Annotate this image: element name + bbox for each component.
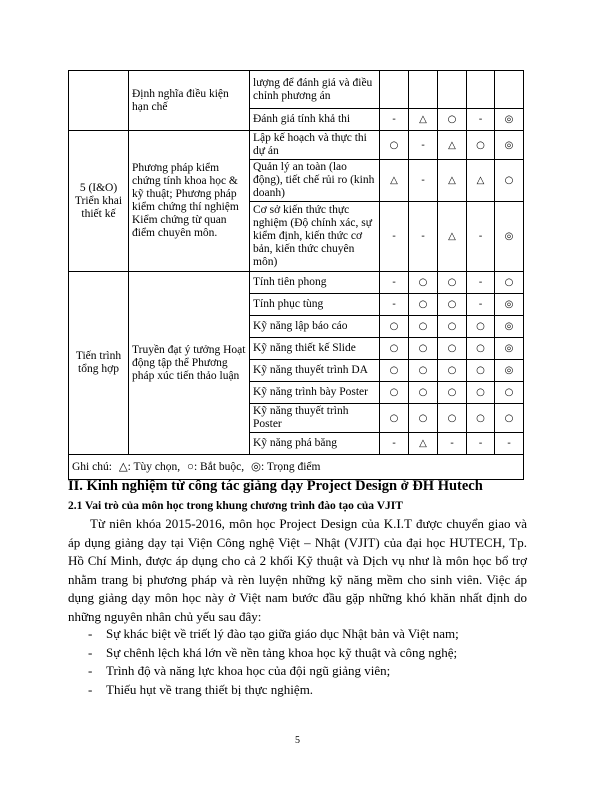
mark-cell: - xyxy=(467,202,495,272)
mark-cell xyxy=(409,71,438,109)
criterion-cell: Đánh giá tính khả thi xyxy=(250,109,380,131)
mark-cell: ◎ xyxy=(495,131,524,160)
description-cell: Truyền đạt ý tưởng Hoạt động tập thể Phương pháp xúc tiến thảo luận xyxy=(129,272,250,455)
criterion-cell: Kỹ năng thuyết trình Poster xyxy=(250,404,380,433)
mark-cell: - xyxy=(409,131,438,160)
bullet-marker: - xyxy=(88,663,93,678)
mark-cell: △ xyxy=(380,160,409,202)
mark-cell: △ xyxy=(467,160,495,202)
bullet-marker: - xyxy=(88,626,93,641)
bullet-item xyxy=(68,625,528,644)
mark-cell: ○ xyxy=(467,382,495,404)
section-heading: II. Kinh nghiệm từ công tác giảng dạy Project Design ở ĐH Hutech xyxy=(68,478,483,494)
legend-item: △: Tùy chọn, xyxy=(118,460,181,473)
criterion-cell: Kỹ năng trình bày Poster xyxy=(250,382,380,404)
bullet-item xyxy=(68,681,528,700)
mark-cell: ○ xyxy=(409,316,438,338)
mark-cell: ○ xyxy=(380,316,409,338)
criterion-cell: Kỹ năng lập báo cáo xyxy=(250,316,380,338)
mark-cell xyxy=(380,71,409,109)
mark-cell: ○ xyxy=(438,316,467,338)
mark-cell: △ xyxy=(438,202,467,272)
mark-cell: ○ xyxy=(467,131,495,160)
mark-cell: - xyxy=(409,202,438,272)
mark-cell: ○ xyxy=(495,404,524,433)
legend-item: ○: Bắt buộc, xyxy=(187,460,245,473)
mark-cell: ○ xyxy=(438,404,467,433)
criterion-cell: Kỹ năng thiết kế Slide xyxy=(250,338,380,360)
criterion-cell: Kỹ năng phá băng xyxy=(250,433,380,455)
mark-cell xyxy=(467,71,495,109)
legend-item: ◎: Trọng điểm xyxy=(251,460,321,473)
mark-cell: ○ xyxy=(409,360,438,382)
mark-cell: △ xyxy=(409,109,438,131)
mark-cell: ○ xyxy=(409,404,438,433)
mark-cell: △ xyxy=(409,433,438,455)
mark-cell: ○ xyxy=(495,272,524,294)
table-row xyxy=(69,71,524,109)
group-cell: 5 (I&O) Triển khai thiết kế xyxy=(69,131,129,272)
bullet-marker: - xyxy=(88,644,93,660)
mark-cell: - xyxy=(467,433,495,455)
mark-cell: ◎ xyxy=(495,338,524,360)
mark-cell: ○ xyxy=(438,360,467,382)
mark-cell: ○ xyxy=(467,404,495,433)
mark-cell: ○ xyxy=(438,338,467,360)
bullet-text: Trình độ và năng lực khoa học của đội ngũ giảng viên; xyxy=(106,663,391,678)
mark-cell: ◎ xyxy=(495,109,524,131)
body-paragraph: Từ niên khóa 2015-2016, môn học Project Design của K.I.T được chuyển giao và áp dụng giảng dạy tại Viện Công nghệ Việt – Nhật (VJIT) của đại học HUTECH, Tp. Hồ Chí Minh, được áp dụng cho cả 2 khối Kỹ thuật và Dịch vụ như là môn học bổ trợ nhằm trang bị phương pháp và rèn luyện những kỹ năng mềm cho sinh viên. Việc áp dụng giảng dạy môn học này ở Việt nam bước đầu gặp những khó khăn nhất định do những nguyên nhân chủ yếu sau đây: xyxy=(68,516,527,624)
mark-cell: ○ xyxy=(409,382,438,404)
description-cell: Phương pháp kiểm chứng tính khoa học & kỹ thuật; Phương pháp kiểm chứng thí nghiệm Kiểm chứng từ quan điểm chuyên môn. xyxy=(129,131,250,272)
page-number: 5 xyxy=(295,735,300,746)
mark-cell: - xyxy=(467,272,495,294)
mark-cell: ○ xyxy=(380,404,409,433)
mark-cell: △ xyxy=(438,160,467,202)
description-cell: Định nghĩa điều kiện hạn chế xyxy=(129,71,250,131)
legend-note xyxy=(69,455,524,480)
criteria-table xyxy=(68,70,524,480)
mark-cell: - xyxy=(380,294,409,316)
criterion-cell: Quản lý an toàn (lao động), tiết chế rủi ro (kinh doanh) xyxy=(250,160,380,202)
mark-cell: ○ xyxy=(467,316,495,338)
mark-cell: ◎ xyxy=(495,294,524,316)
mark-cell xyxy=(438,71,467,109)
mark-cell: ○ xyxy=(380,338,409,360)
mark-cell: - xyxy=(409,160,438,202)
bullet-item xyxy=(68,662,528,681)
bullet-marker: - xyxy=(88,681,93,697)
mark-cell: ◎ xyxy=(495,316,524,338)
mark-cell: ○ xyxy=(409,338,438,360)
mark-cell: ○ xyxy=(380,360,409,382)
mark-cell: - xyxy=(467,294,495,316)
mark-cell: ○ xyxy=(438,272,467,294)
mark-cell: - xyxy=(380,202,409,272)
bullet-text: Thiếu hụt về trang thiết bị thực nghiệm. xyxy=(106,681,314,697)
criterion-cell: Kỹ năng thuyết trình DA xyxy=(250,360,380,382)
mark-cell: - xyxy=(380,109,409,131)
legend-label: Ghi chú: xyxy=(72,460,112,473)
criterion-cell: Lập kế hoạch và thực thi dự án xyxy=(250,131,380,160)
mark-cell: ◎ xyxy=(495,360,524,382)
criterion-cell: Cơ sở kiến thức thực nghiệm (Độ chính xác, sự kiểm định, kiến thức cơ bản, kiến thức chuyên môn) xyxy=(250,202,380,272)
mark-cell: ○ xyxy=(438,382,467,404)
mark-cell: - xyxy=(438,433,467,455)
mark-cell: - xyxy=(380,433,409,455)
mark-cell: ◎ xyxy=(495,202,524,272)
mark-cell: ○ xyxy=(409,272,438,294)
mark-cell: ○ xyxy=(438,109,467,131)
group-cell: Tiến trình tổng hợp xyxy=(69,272,129,455)
group-cell xyxy=(69,71,129,131)
criterion-cell: lượng để đánh giá và điều chỉnh phương án xyxy=(250,71,380,109)
bullet-text: Sự chênh lệch khá lớn về nền tảng khoa học kỹ thuật và công nghệ; xyxy=(106,644,458,660)
mark-cell: ○ xyxy=(467,360,495,382)
bullet-text: Sự khác biệt về triết lý đào tạo giữa giáo dục Nhật bản và Việt nam; xyxy=(106,626,459,641)
criterion-cell: Tính phục tùng xyxy=(250,294,380,316)
mark-cell: ○ xyxy=(467,338,495,360)
subsection-heading: 2.1 Vai trò của môn học trong khung chương trình đào tạo của VJIT xyxy=(68,500,403,512)
mark-cell: - xyxy=(380,272,409,294)
criterion-cell: Tính tiên phong xyxy=(250,272,380,294)
mark-cell: ○ xyxy=(380,131,409,160)
table-row xyxy=(69,131,524,160)
mark-cell: ○ xyxy=(380,382,409,404)
mark-cell: - xyxy=(495,433,524,455)
mark-cell xyxy=(495,71,524,109)
mark-cell: ○ xyxy=(438,294,467,316)
bullet-item xyxy=(68,644,528,663)
legend-row xyxy=(69,455,524,480)
mark-cell: - xyxy=(467,109,495,131)
mark-cell: ○ xyxy=(409,294,438,316)
mark-cell: ○ xyxy=(495,382,524,404)
mark-cell: ○ xyxy=(495,160,524,202)
bullet-list xyxy=(68,625,528,699)
table-row xyxy=(69,272,524,294)
mark-cell: △ xyxy=(438,131,467,160)
